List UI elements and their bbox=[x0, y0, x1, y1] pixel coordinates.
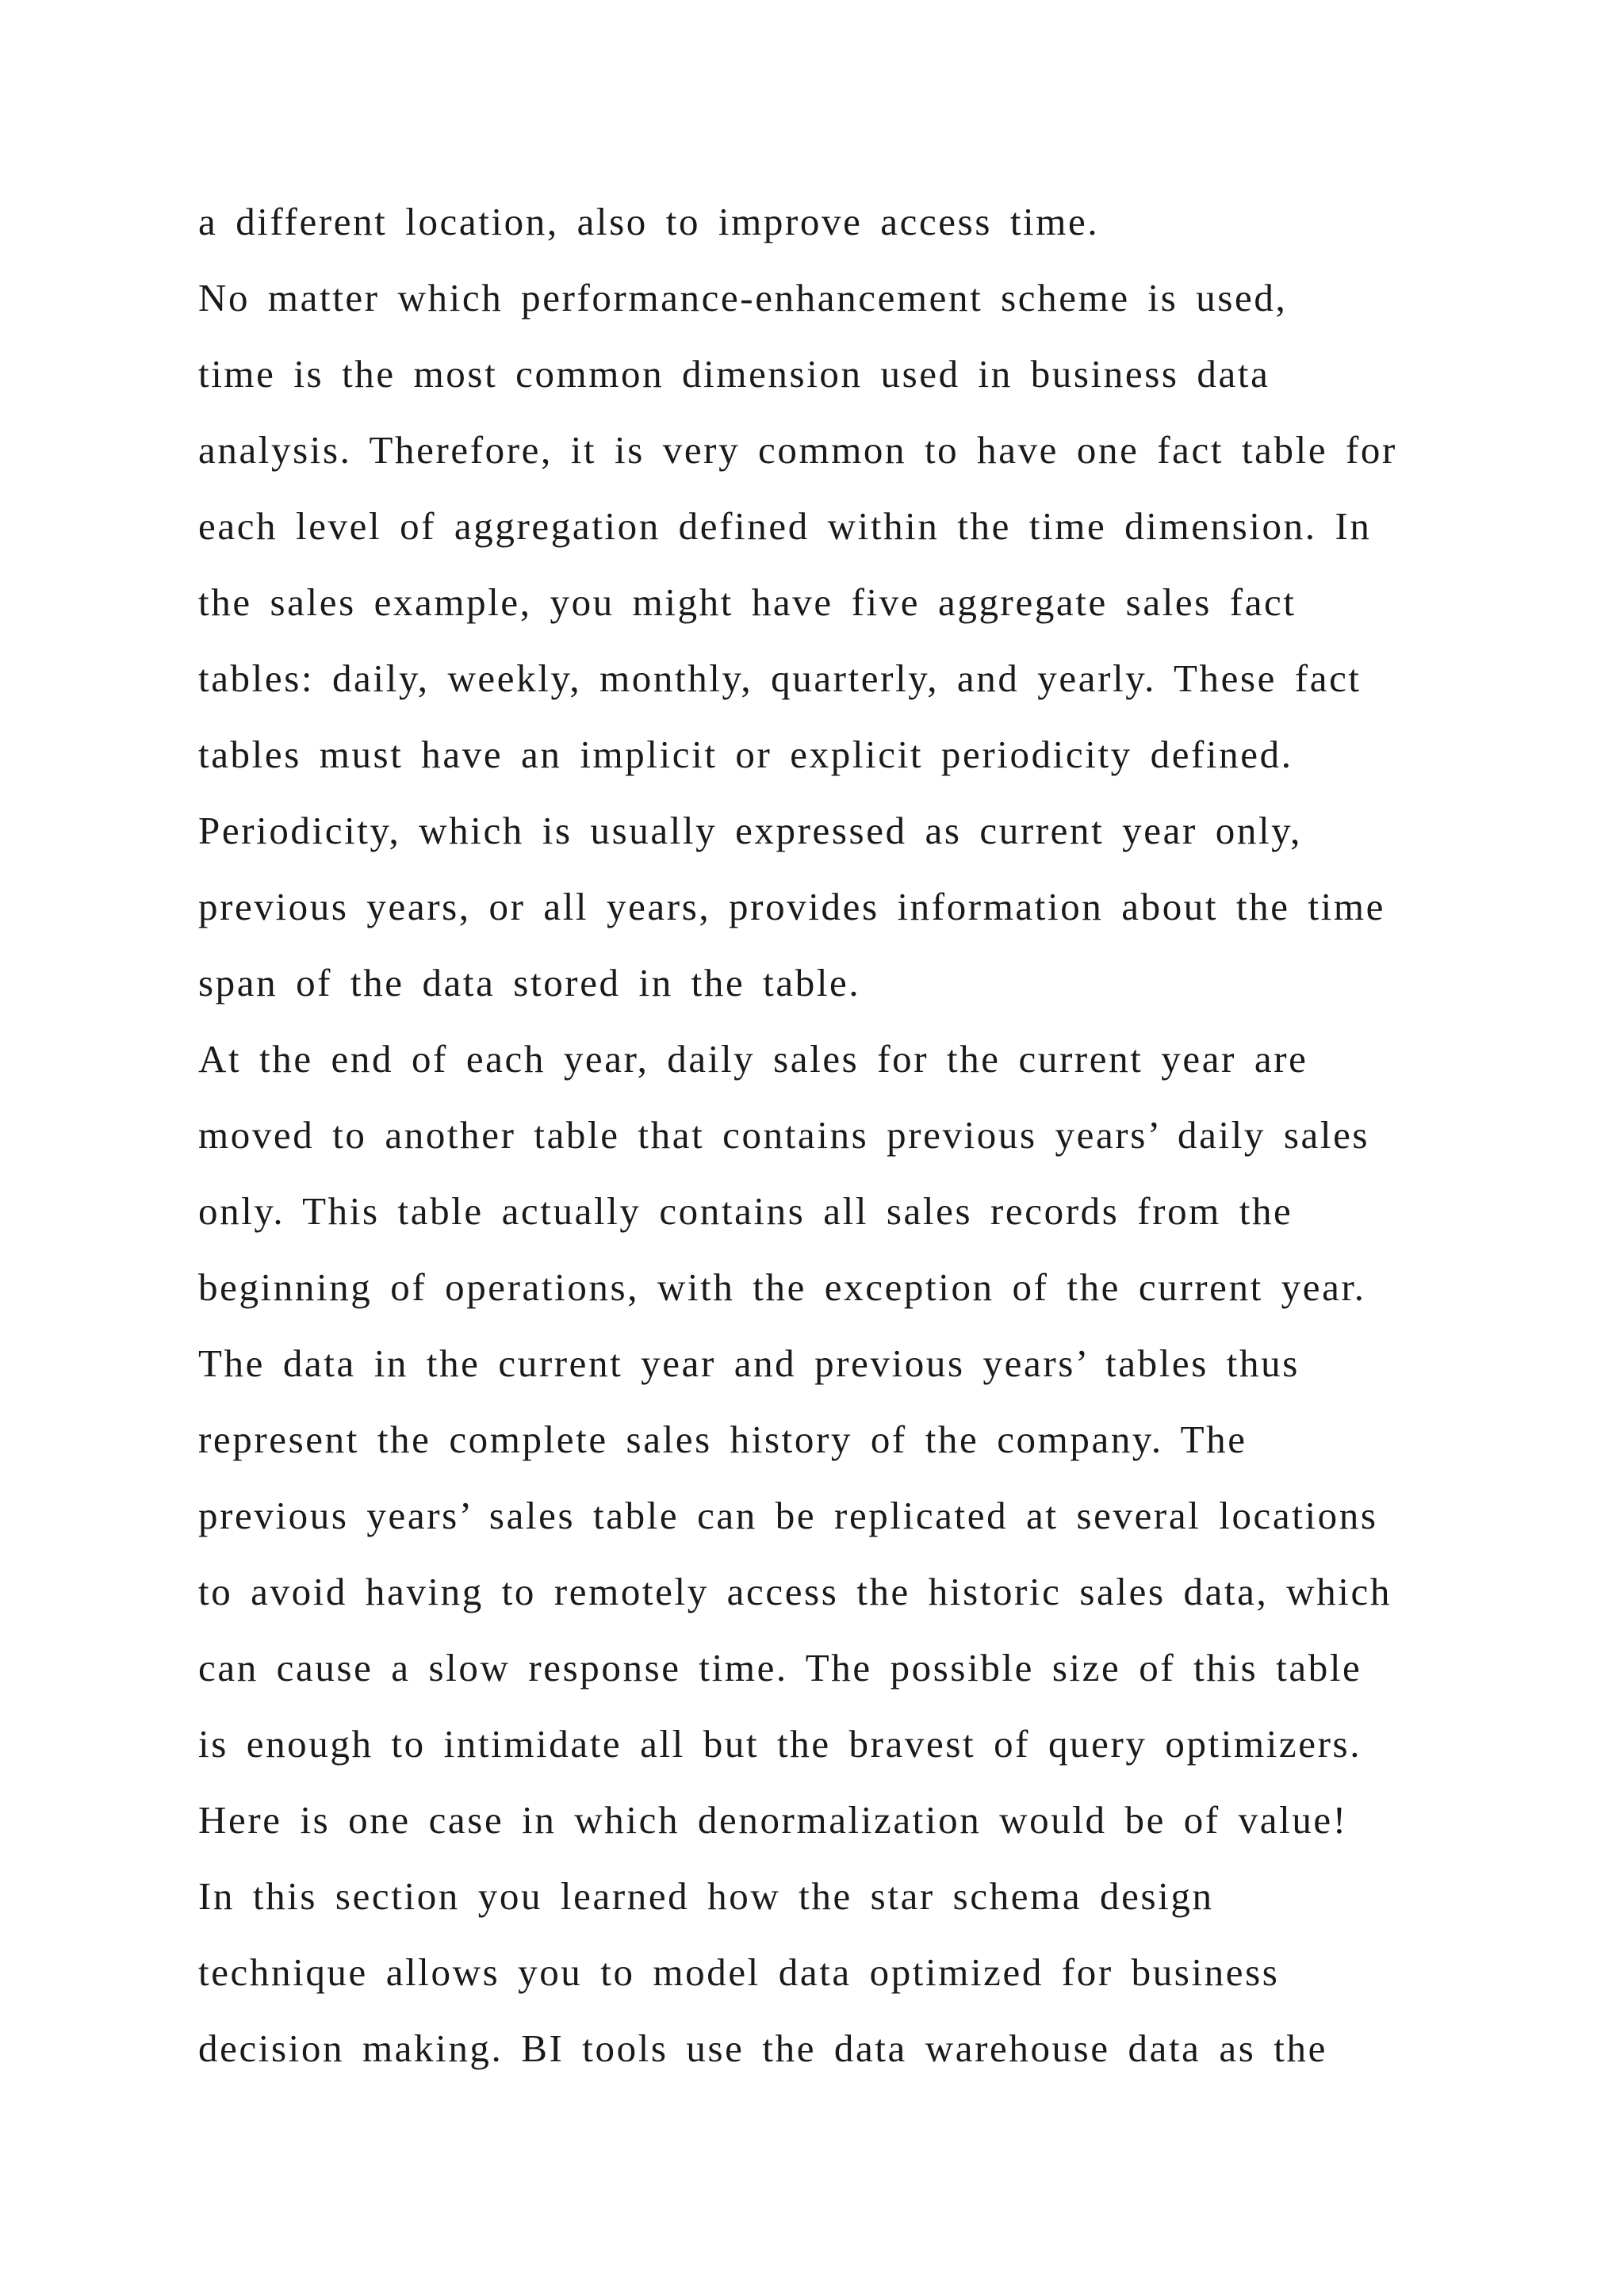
text-line: previous years’ sales table can be replicated at several locations bbox=[198, 1494, 1378, 1537]
text-line: At the end of each year, daily sales for the current year are bbox=[198, 1037, 1308, 1081]
text-line: tables: daily, weekly, monthly, quarterly, and yearly. These fact bbox=[198, 656, 1362, 700]
text-line: In this section you learned how the star schema design bbox=[198, 1874, 1214, 1918]
text-line: Periodicity, which is usually expressed as current year only, bbox=[198, 809, 1302, 852]
text-line: Here is one case in which denormalization would be of value! bbox=[198, 1798, 1348, 1842]
text-line: span of the data stored in the table. bbox=[198, 961, 861, 1004]
text-line: tables must have an implicit or explicit periodicity defined. bbox=[198, 733, 1293, 776]
text-line: analysis. Therefore, it is very common to have one fact table for bbox=[198, 428, 1397, 472]
text-line: each level of aggregation defined within the time dimension. In bbox=[198, 504, 1372, 548]
text-line: moved to another table that contains previous years’ daily sales bbox=[198, 1113, 1370, 1157]
text-line: technique allows you to model data optimized for business bbox=[198, 1950, 1280, 1994]
body-text bbox=[198, 198, 1451, 2101]
text-line: is enough to intimidate all but the bravest of query optimizers. bbox=[198, 1722, 1362, 1766]
text-line: represent the complete sales history of the company. The bbox=[198, 1418, 1247, 1461]
text-line: a different location, also to improve access time. bbox=[198, 200, 1100, 243]
text-line: previous years, or all years, provides information about the time bbox=[198, 885, 1385, 928]
text-line: only. This table actually contains all sales records from the bbox=[198, 1189, 1293, 1233]
text-line: The data in the current year and previous years’ tables thus bbox=[198, 1341, 1300, 1385]
text-line: can cause a slow response time. The possible size of this table bbox=[198, 1646, 1362, 1689]
text-line: decision making. BI tools use the data warehouse data as the bbox=[198, 2026, 1327, 2070]
text-line: to avoid having to remotely access the historic sales data, which bbox=[198, 1570, 1392, 1613]
text-line: beginning of operations, with the exception of the current year. bbox=[198, 1265, 1366, 1309]
text-line: time is the most common dimension used in business data bbox=[198, 352, 1270, 396]
text-line: No matter which performance-enhancement scheme is used, bbox=[198, 276, 1288, 320]
text-line: the sales example, you might have five aggregate sales fact bbox=[198, 580, 1297, 624]
